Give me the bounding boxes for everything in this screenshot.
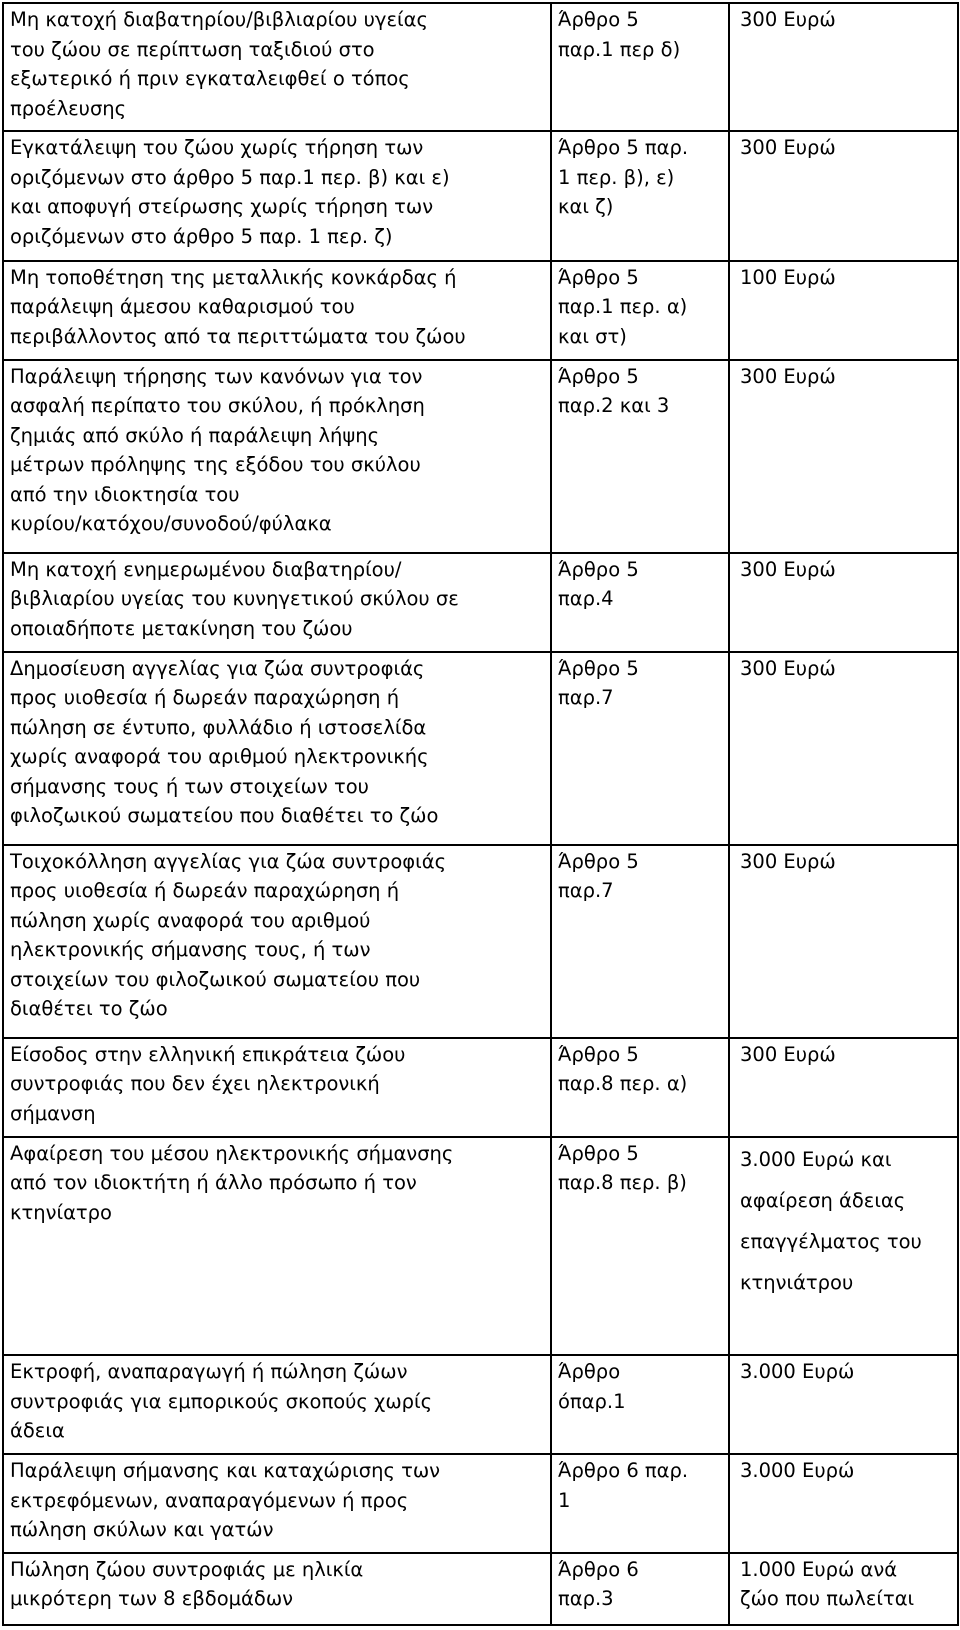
article-cell: Άρθρο 5 παρ.2 και 3	[551, 360, 729, 553]
violation-cell: Παράλειψη τήρησης των κανόνων για τον ασφαλή περίπατο του σκύλου, ή πρόκληση ζημιάς από σκύλο ή παράλειψη λήψης μέτρων πρόληψης της εξόδου του σκύλου από την ιδιοκτησία του κυρίου/κατόχου/συνοδού/φύλακα	[3, 360, 551, 553]
violation-cell: Αφαίρεση του μέσου ηλεκτρονικής σήμανσης από τον ιδιοκτήτη ή άλλο πρόσωπο ή τον κτηνίατρο	[3, 1137, 551, 1356]
article-cell: Άρθρο 5 παρ.7	[551, 845, 729, 1038]
table-row	[3, 553, 958, 652]
violation-cell: Είσοδος στην ελληνική επικράτεια ζώου συντροφιάς που δεν έχει ηλεκτρονική σήμανση	[3, 1038, 551, 1137]
penalty-cell: 300 Ευρώ	[729, 3, 958, 131]
article-cell: Άρθρο όπαρ.1	[551, 1355, 729, 1454]
article-cell: Άρθρο 5 παρ.8 περ. β)	[551, 1137, 729, 1356]
penalty-cell: 3.000 Ευρώ και αφαίρεση άδειας επαγγέλματος του κτηνιάτρου	[729, 1137, 958, 1356]
table-row	[3, 1137, 958, 1356]
penalty-cell: 1.000 Ευρώ ανά ζώο που πωλείται	[729, 1553, 958, 1625]
penalty-cell: 100 Ευρώ	[729, 261, 958, 360]
penalty-cell: 300 Ευρώ	[729, 131, 958, 261]
violation-cell: Εγκατάλειψη του ζώου χωρίς τήρηση των οριζόμενων στο άρθρο 5 παρ.1 περ. β) και ε) και αποφυγή στείρωσης χωρίς τήρηση των οριζόμενων στο άρθρο 5 παρ. 1 περ. ζ)	[3, 131, 551, 261]
violation-cell: Παράλειψη σήμανσης και καταχώρισης των εκτρεφόμενων, αναπαραγόμενων ή προς πώληση σκύλων και γατών	[3, 1454, 551, 1553]
violation-cell: Τοιχοκόλληση αγγελίας για ζώα συντροφιάς προς υιοθεσία ή δωρεάν παραχώρηση ή πώληση χωρίς αναφορά του αριθμού ηλεκτρονικής σήμανσης τους, ή των στοιχείων του φιλοζωικού σωματείου που διαθέτει το ζώο	[3, 845, 551, 1038]
table-row	[3, 131, 958, 261]
table-row	[3, 261, 958, 360]
penalty-cell: 300 Ευρώ	[729, 553, 958, 652]
penalty-cell: 3.000 Ευρώ	[729, 1454, 958, 1553]
table-row	[3, 1454, 958, 1553]
article-cell: Άρθρο 6 παρ. 1	[551, 1454, 729, 1553]
penalty-cell: 300 Ευρώ	[729, 652, 958, 845]
penalty-cell: 300 Ευρώ	[729, 360, 958, 553]
table-row	[3, 1038, 958, 1137]
violation-cell: Μη κατοχή διαβατηρίου/βιβλιαρίου υγείας του ζώου σε περίπτωση ταξιδιού στο εξωτερικό ή πριν εγκαταλειφθεί ο τόπος προέλευσης	[3, 3, 551, 131]
table-row	[3, 360, 958, 553]
penalty-cell: 300 Ευρώ	[729, 845, 958, 1038]
article-cell: Άρθρο 5 παρ. 1 περ. β), ε) και ζ)	[551, 131, 729, 261]
violation-cell: Εκτροφή, αναπαραγωγή ή πώληση ζώων συντροφιάς για εμπορικούς σκοπούς χωρίς άδεια	[3, 1355, 551, 1454]
table-row	[3, 652, 958, 845]
table-row	[3, 3, 958, 131]
article-cell: Άρθρο 5 παρ.1 περ δ)	[551, 3, 729, 131]
penalties-table	[2, 2, 959, 1626]
violation-cell: Πώληση ζώου συντροφιάς με ηλικία μικρότερη των 8 εβδομάδων	[3, 1553, 551, 1625]
violation-cell: Μη τοποθέτηση της μεταλλικής κονκάρδας ή παράλειψη άμεσου καθαρισμού του περιβάλλοντος από τα περιττώματα του ζώου	[3, 261, 551, 360]
violation-cell: Δημοσίευση αγγελίας για ζώα συντροφιάς προς υιοθεσία ή δωρεάν παραχώρηση ή πώληση σε έντυπο, φυλλάδιο ή ιστοσελίδα χωρίς αναφορά του αριθμού ηλεκτρονικής σήμανσης τους ή των στοιχείων του φιλοζωικού σωματείου που διαθέτει το ζώο	[3, 652, 551, 845]
penalty-cell: 300 Ευρώ	[729, 1038, 958, 1137]
article-cell: Άρθρο 5 παρ.7	[551, 652, 729, 845]
table-row	[3, 1355, 958, 1454]
penalty-cell: 3.000 Ευρώ	[729, 1355, 958, 1454]
violation-cell: Μη κατοχή ενημερωμένου διαβατηρίου/ βιβλιαρίου υγείας του κυνηγετικού σκύλου σε οποιαδήποτε μετακίνηση του ζώου	[3, 553, 551, 652]
table-row	[3, 845, 958, 1038]
article-cell: Άρθρο 5 παρ.1 περ. α) και στ)	[551, 261, 729, 360]
article-cell: Άρθρο 6 παρ.3	[551, 1553, 729, 1625]
article-cell: Άρθρο 5 παρ.8 περ. α)	[551, 1038, 729, 1137]
table-row	[3, 1553, 958, 1625]
article-cell: Άρθρο 5 παρ.4	[551, 553, 729, 652]
